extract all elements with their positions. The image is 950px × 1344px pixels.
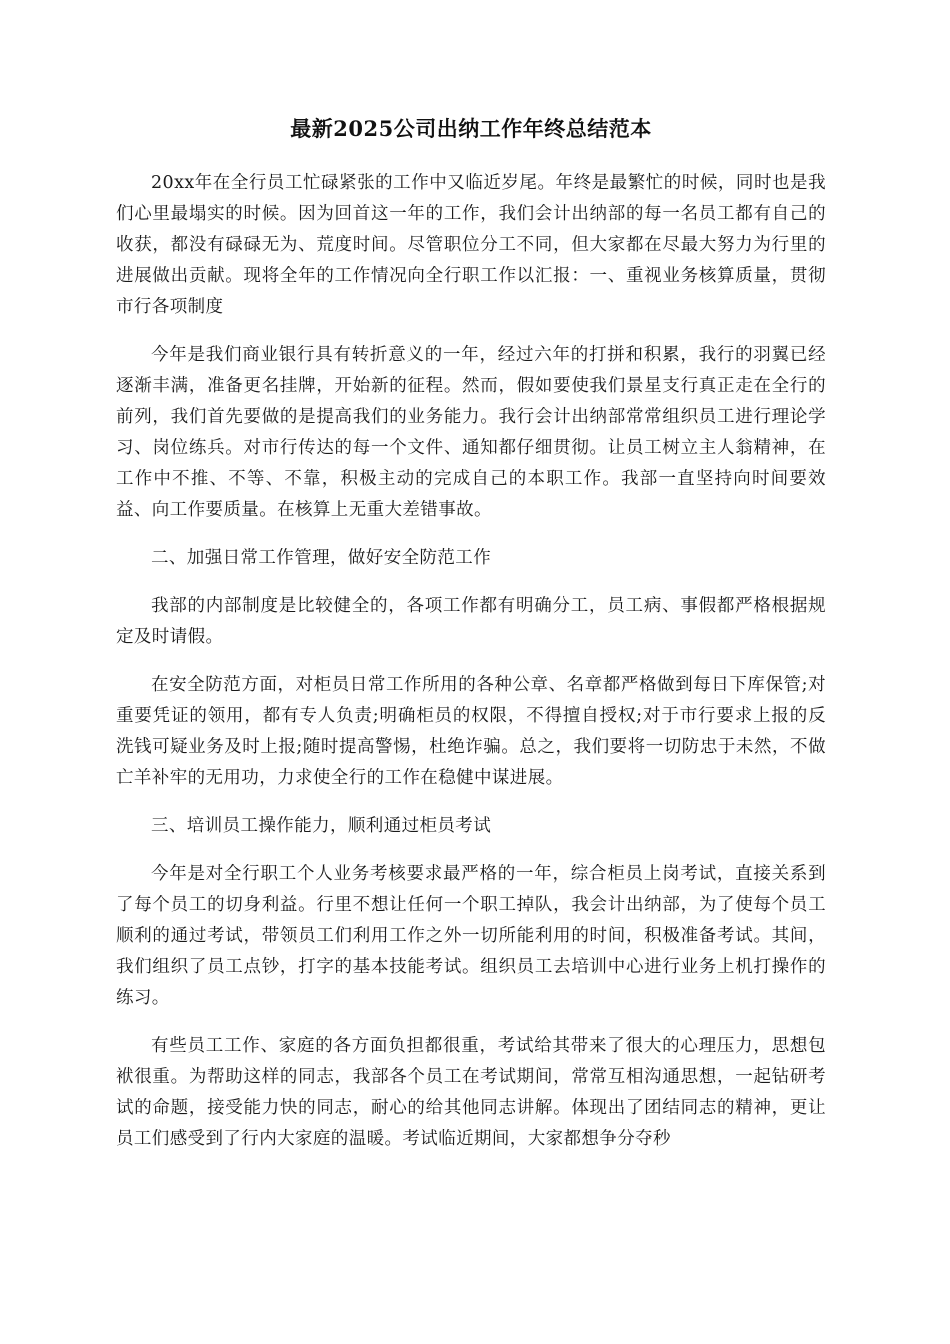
section-heading-safety: 二、加强日常工作管理，做好安全防范工作 bbox=[151, 548, 492, 568]
section-heading-training: 三、培训员工操作能力，顺利通过柜员考试 bbox=[151, 816, 492, 836]
paragraph-exam-preparation: 今年是对全行职工个人业务考核要求最严格的一年，综合柜员上岗考试，直接关系到了每个员工的切身利益。行里不想让任何一个职工掉队，我会计出纳部，为了使每个员工顺利的通过考试，带领员工们利用工作之外一切所能利用的时间，积极准备考试。其间，我们组织了员工点钞，打字的基本技能考试。组织员工去培训中心进行业务上机打操作的练习。 bbox=[116, 864, 826, 1008]
document-title: 最新2025公司出纳工作年终总结范本 bbox=[290, 116, 652, 141]
paragraph-internal-rules: 我部的内部制度是比较健全的，各项工作都有明确分工，员工病、事假都严格根据规定及时请假。 bbox=[116, 596, 826, 647]
paragraph-safety-measures: 在安全防范方面，对柜员日常工作所用的各种公章、名章都严格做到每日下库保管;对重要凭证的领用，都有专人负责;明确柜员的权限，不得擅自授权;对于市行要求上报的反洗钱可疑业务及时上报;随时提高警惕，杜绝诈骗。总之，我们要将一切防忠于未然，不做亡羊补牢的无用功，力求使全行的工作在稳健中谋进展。 bbox=[116, 675, 826, 788]
paragraph-business-ability: 今年是我们商业银行具有转折意义的一年，经过六年的打拼和积累，我行的羽翼已经逐渐丰满，准备更名挂牌，开始新的征程。然而，假如要使我们景星支行真正走在全行的前列，我们首先要做的是提高我们的业务能力。我行会计出纳部常常组织员工进行理论学习、岗位练兵。对市行传达的每一个文件、通知都仔细贯彻。让员工树立主人翁精神，在工作中不推、不等、不靠，积极主动的完成自己的本职工作。我部一直坚持向时间要效益、向工作要质量。在核算上无重大差错事故。 bbox=[116, 345, 826, 520]
paragraph-mutual-help: 有些员工工作、家庭的各方面负担都很重，考试给其带来了很大的心理压力，思想包袱很重。为帮助这样的同志，我部各个员工在考试期间，常常互相沟通思想，一起钻研考试的命题，接受能力快的同志，耐心的给其他同志讲解。体现出了团结同志的精神，更让员工们感受到了行内大家庭的温暖。考试临近期间，大家都想争分夺秒 bbox=[116, 1036, 826, 1149]
paragraph-intro: 20xx年在全行员工忙碌紧张的工作中又临近岁尾。年终是最繁忙的时候，同时也是我们心里最塌实的时候。因为回首这一年的工作，我们会计出纳部的每一名员工都有自己的收获，都没有碌碌无为、荒度时间。尽管职位分工不同，但大家都在尽最大努力为行里的进展做出贡献。现将全年的工作情况向全行职工作以汇报：一、重视业务核算质量，贯彻市行各项制度 bbox=[116, 173, 826, 317]
